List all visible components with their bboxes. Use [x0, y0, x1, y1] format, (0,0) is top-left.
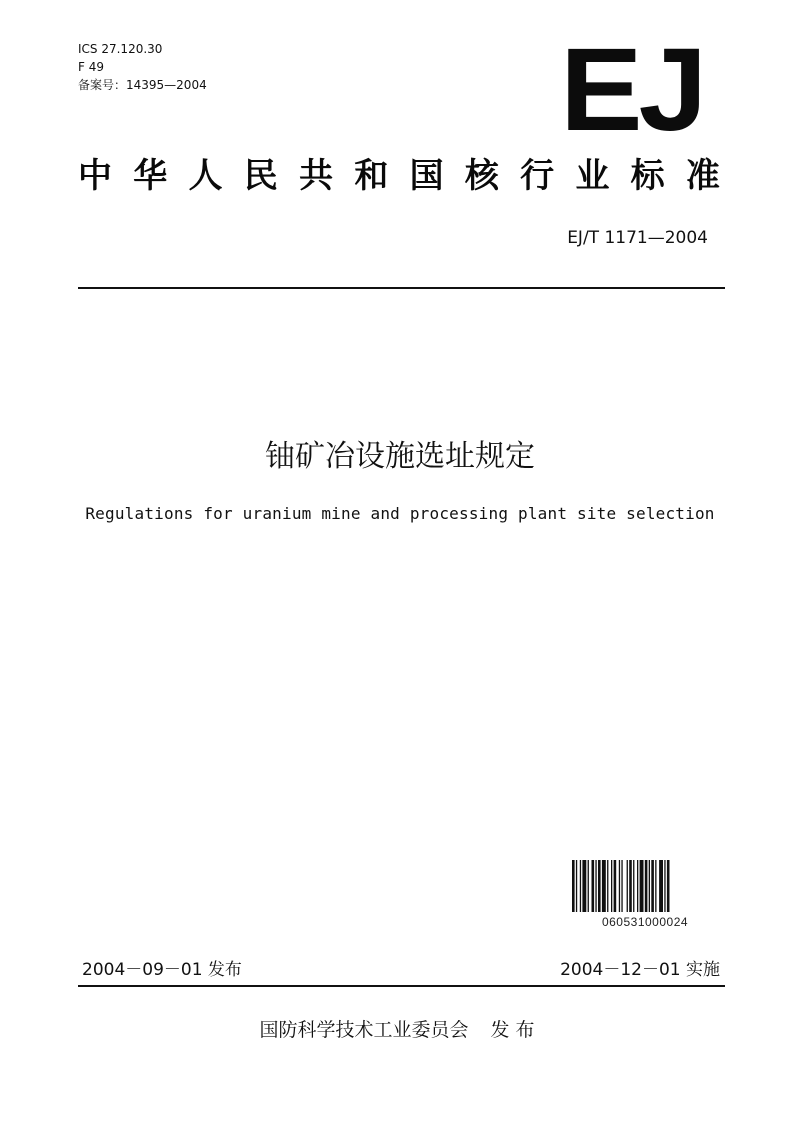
title-char: 中 [78, 156, 112, 196]
barcode-bar [595, 860, 596, 912]
title-char: 行 [520, 156, 555, 196]
ej-logo: EJ [560, 24, 704, 156]
bottom-divider [78, 985, 725, 987]
title-char: 人 [188, 156, 223, 196]
title-char: 华 [133, 156, 168, 196]
title-char: 民 [243, 156, 278, 196]
barcode-bar [614, 860, 617, 912]
barcode-bar [576, 860, 577, 912]
title-char: 标 [630, 156, 665, 196]
implementation-date: 2004－12－01 实施 [560, 960, 720, 980]
barcode-bar [659, 860, 663, 912]
barcode-bar [592, 860, 595, 912]
barcode-bar [607, 860, 608, 912]
barcode-number: 060531000024 [601, 915, 689, 929]
barcode-bar [667, 860, 670, 912]
barcode-bar [651, 860, 654, 912]
title-char: 核 [464, 156, 499, 196]
barcode-bar [588, 860, 589, 912]
title-char: 业 [575, 156, 610, 196]
category-code: F 49 [78, 60, 104, 74]
barcode-bar [664, 860, 665, 912]
barcode-bar [580, 860, 581, 912]
barcode-bar [655, 860, 656, 912]
ics-code: ICS 27.120.30 [78, 42, 163, 56]
barcode [570, 860, 720, 912]
title-char: 准 [685, 156, 720, 196]
barcode-bar [645, 860, 648, 912]
document-title-english: Regulations for uranium mine and processing plant site selection [85, 504, 715, 523]
title-char: 国 [409, 156, 444, 196]
standard-type-title [78, 154, 720, 198]
barcode-bar [582, 860, 586, 912]
document-title-chinese: 铀矿冶设施选址规定 [265, 439, 535, 474]
publisher-line [0, 1015, 800, 1042]
barcode-bar [629, 860, 632, 912]
top-divider [78, 287, 725, 289]
barcode-bar [602, 860, 606, 912]
barcode-bar [649, 860, 650, 912]
record-number: 备案号：14395—2004 [78, 78, 207, 92]
publisher-name: 国防科学技术工业委员会 [259, 1019, 469, 1041]
barcode-bar [611, 860, 612, 912]
publisher-suffix: 发布 [490, 1019, 541, 1041]
barcode-bar [619, 860, 620, 912]
barcode-bar [637, 860, 638, 912]
barcode-bar [598, 860, 601, 912]
standard-code: EJ/T 1171—2004 [567, 228, 708, 248]
barcode-bar [633, 860, 634, 912]
barcode-bar [572, 860, 575, 912]
barcode-bar [640, 860, 644, 912]
barcode-bar [621, 860, 622, 912]
barcode-bar [627, 860, 628, 912]
title-char: 和 [354, 156, 389, 196]
issue-date: 2004－09－01 发布 [82, 960, 242, 980]
classification-block [78, 40, 207, 94]
title-char: 共 [299, 156, 334, 196]
